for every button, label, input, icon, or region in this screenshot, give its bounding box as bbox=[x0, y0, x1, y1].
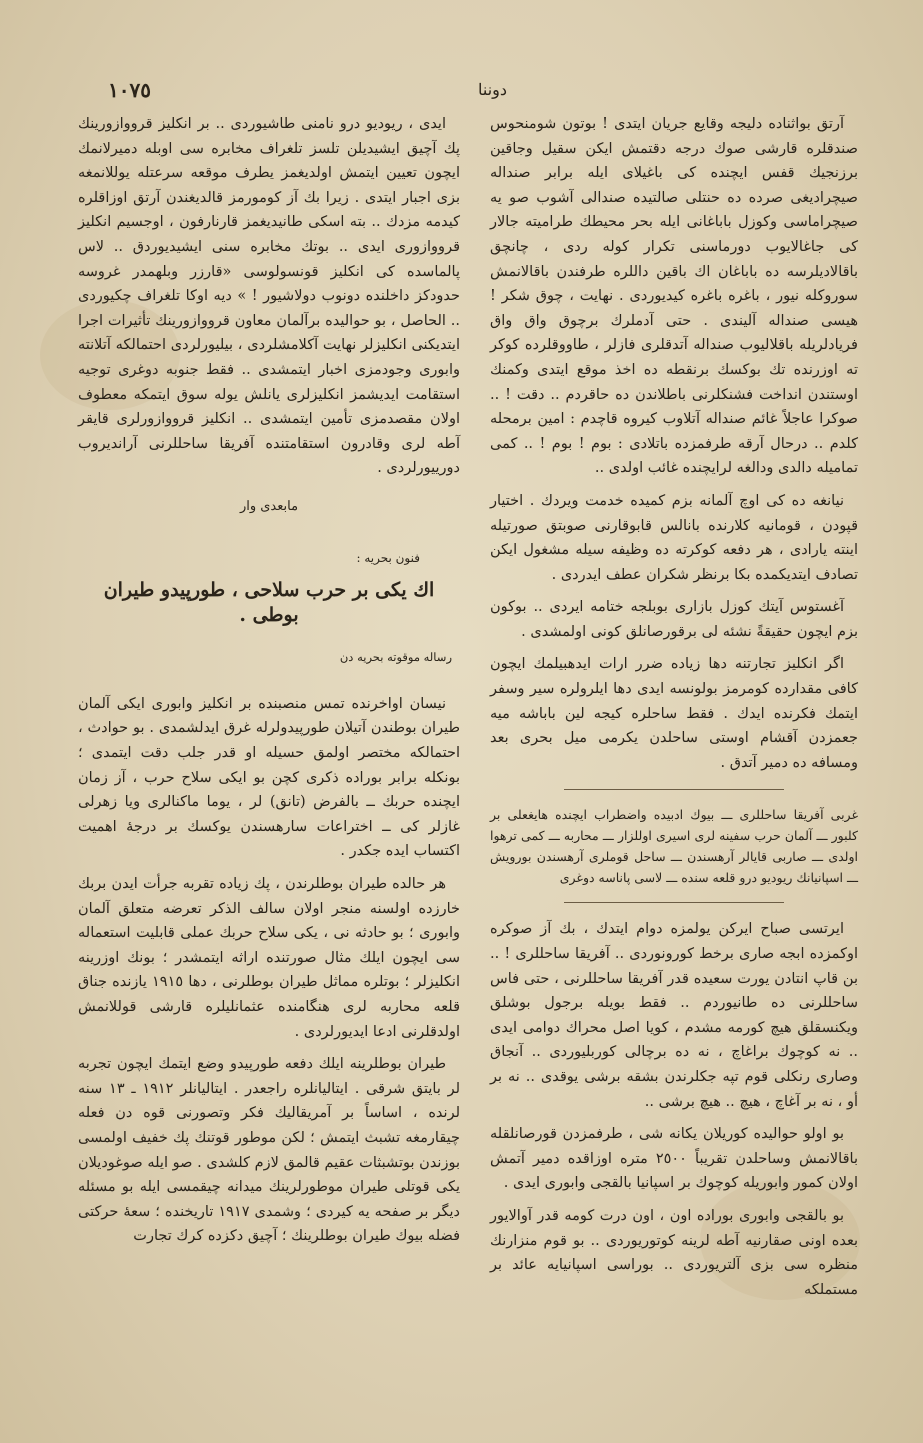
running-head: دوننا bbox=[478, 80, 508, 99]
divider bbox=[564, 789, 785, 790]
paragraph: طيران بوطلرينه ايلك دفعه طورپيدو وضع ايتمك ايچون تجربه لر بايتق شرقى . ايتاليانلره راجعدر . ايتاليانلر ١٩١٢ ـ ١٣ سنه لرنده ، اساساً بر آمريقاليك فكر وتصورنى قوه دن فعله چيقارمغه تشبث ايتمش ؛ لكن موطور قوتنك پك خفيف اولمسى بوزندن بوتشبثات عقيم قالمق لازم كلشدى . صو ايله صوغوديلان يكى قوتلى طيران موطورلرينك ميدانه چيقمسى ايله بو مسئله ديگر بر صفحه يه كيردى ؛ وشمدى ١٩١٧ تاريخنده ؛ سعهٔ حركتى فضله بيوك طيران بوطلرينك ؛ آچيق دكزده كرك تجارت bbox=[78, 1056, 460, 1245]
paragraph: آرتق بواثناده دليجه وقايع جريان ايتدى ! بوتون شومنحوس صندقلره قارشى صوك درجه دقتمش ايكن سقيل وجاقين برزنجيك قفس ايچنده كى باغيلاى ايله برابر صنداله صيچراديغى صرده ده حنتلى صالتيده صندالى آشوب صو يه صيچراماسى وكوزل باباغانى ايله بحر محيطك طراميته جالار كى جاغالايوب دورماسنى تكرار كوله ردى ، چانچق باقالاديلرسه ده باباغان اك باقين داللره طرفندن باقالانمش سوروكله نيور ، باغره باغره كيديوردى . نهايت ، چوق شكر ! هيسى صنداله آليندى . حتى آدملرك برچوق واق واق فريادلريله باقلاليوب صنداله آتدقلرى فازلر ، طاووقلرده كوكر ته اوزرنده تك بوكسك برنقطه ده اخذ موقع ايتدى وكمنك اوستندن انداخت فشنكلرنى باطلاندن ده حاقردم .. دقت ! .. صوكرا عاجلاً غائم صنداله آتلاوب كيروه قاچدم : امين برمحله كلدم .. درحال آرقه طرفمزده باتلادى : بوم ! بوم ! .. كمى تماميله دالدى ودالغه لرايچنده غائب اولدى .. bbox=[490, 116, 858, 477]
paragraph: نيانغه ده كى اوچ آلمانه بزم كميده خدمت ويردك . اختيار قپودن ، قومانيه كلارنده بانالس قابوقارنى صوبتق صورتيله اينته يارادى ، هر دفعه كوكرته ده وظيفه سيله مشغول ايكن تصادف ايتديكمده بكا برنظر شكران عطف ايدردى . bbox=[490, 492, 858, 583]
paragraph: ايدى ، ريوديو درو نامنى طاشيوردى .. بر انكليز قرووازورينك پك آچيق ايشيديلن تلسز تلغراف مخابره سى اوبله دميرلانمك ايچون تعيين ايتمش اولديغمز يطرف موقعه سرعتله يوللانمغه بزى اجبار ايتدى . زيرا بك آز كومورمز قالديغندن آرتق اوزاقلره كيدمه مزدك .. بته اسكى طانيديغمز قارنارفون ، اوجسيم انكليز قرووازورى ايدى .. بوتك مخابره سنى ايشيديوردق .. لاس پالماسده كى انكليز قونسولوسى «قارزر وبلهمدر غروسه حدودكز داخلنده دونوب دولاشيور ! » ديه اوكا تلغراف چكيوردى .. الحاصل ، بو حواليده برآلمان معاون قرووازورينك تأثيرات اجرا ايتديكنى انكليزلر نهايت آكلامشلردى ، بيليورلردى احتمالكه آتلانته وابورى وجودمزى اخبار ايتمشدى .. فقط جنوبه دوغرى توجيه استقامت ايديشمز انكليزلرى يانلش يوله سوق ايتمكه معطوف اولان مقصدمزى تأمين ايتمشدى .. انكليز قرووازورلرى قايقر آطه لرى وقادرون استقامتنده آفريقا ساحللرنى آرانديروب دورييورلردى . bbox=[78, 116, 460, 477]
left-column bbox=[78, 112, 460, 1257]
paragraph: بو بالقجى وابورى بوراده اون ، اون درت كومه قدر آوالايور بعده اونى صقارنيه آطه لرينه كوتوريوردى .. بو قوم منزارنك منظره سى بزى آلتريوردى .. بوراسى اسپانيايه عائد بر مستملكه bbox=[490, 1207, 858, 1298]
source-note: رساله موقوته بحريه دن bbox=[339, 650, 452, 665]
chapter-summary: غربى آفريقا ساحللرى ـــ بيوك ادبيده واضطراب ايچنده هايغعلى بر كلبور ـــ آلمان حرب سفينه لرى اسيرى اوللزار ـــ محاربه ـــ كمى ترهوا اولدى ـــ صاربى قايالر آرهسندن ـــ ساحل قوملرى آرهسندن بورويش ـــ اسپانيانك ريوديو درو قلعه سنده ـــ لاسى پاناسه دوغرى bbox=[490, 807, 858, 886]
paragraph: نيسان اواخرنده تمس منصبنده بر انكليز وابورى ايكى آلمان طيران بوطندن آتيلان طورپيدولرله غرق ايدلشمدى . بو حوادث ، احتمالكه مختصر اولمق حسيله او قدر جلب دقت ايتمدى ؛ بونكله برابر بوراده ذكرى كچن بو ايكى سلاح حرب ، آز زمان ايچنده حربك ــ بالفرض (تانق) لر ، يوما ماكنالرى ويا زهرلى غازلر كى ــ اختراعات سارهسندن يوكسك بر درجهٔ اهميت اكتساب ايده جكدر . bbox=[78, 695, 460, 860]
paragraph: آغستوس آيتك كوزل بازارى بوبلجه ختامه ايردى .. بوكون بزم ايچون حقيقةً نشئه لى برقورصانلق كونى اولمشدى . bbox=[490, 599, 858, 640]
continued-note: مابعدى وار bbox=[239, 498, 299, 514]
article-headline: اك يكى بر حرب سلاحى ، طورپيدو طيران بوطى . bbox=[103, 579, 435, 626]
section-label: فنون بحريه : bbox=[356, 550, 420, 565]
right-column bbox=[490, 112, 858, 1310]
paragraph: اگر انكليز تجارتنه دها زياده ضرر ارات ايدهبيلمك ايچون كافى مقدارده كومرمز بولونسه ايدى دها ايلرولره سير وسفر ايتمك فكرنده ايدك . فقط ساحلره كيجه لين باباشه ميه جعمزدن آقشام اوستى ساحلدن يكرمى ميل بحرى بعد ومسافه ده دمير آتدق . bbox=[490, 656, 858, 771]
paragraph: ايرتسى صباح ايركن يولمزه دوام ايتدك ، بك آز صوكره اوكمزده ابجه صارى برخط كورونوردى .. آفريقا ساحللرى ! .. بن قاپ انتادن يورت سعيده قدر آفريقا ساحللرنى ، حتى فاس ساحللرنى ده طانيوردم .. فقط بويله برجول بوشلق ويكنسقلق هيچ كورمه مشدم ، كويا اصل محراك دوامى ايدى .. نه كوچوك براغاچ ، نه ده برچالى كوربليوردى .. آنجاق وصارى رنكلى قوم تپه جكلرندن بشقه برشى يوقدى .. نه بر أو ، نه بر آغاچ ، هيچ .. هيچ برشى .. bbox=[490, 921, 858, 1110]
paragraph: هر حالده طيران بوطلرندن ، پك زياده تقربه جرأت ايدن بربك خارزده اولسنه منجر اولان سالف الذكر تعرضه متعلق آلمان وابورى ؛ بو حادثه نى ، يكى سلاح حربك عملى قابليت استعماله سى ايچون ايلك مثال صورتنده اراثه ايتمشدر ؛ بونك اوزرينه انكليزلر ؛ بوتلره مماثل طيران بوطلرنى ، دها ١٩١٥ يازنده جناق قلعه محاربه لرى هنگامنده عثمانليلره قارشى قوللانمش اولدقلرنى ادعا ايديورلردى . bbox=[78, 876, 460, 1040]
paragraph: بو اولو حواليده كوريلان يكانه شى ، طرفمزدن قورصانلقله باقالانمش وساحلدن تقريباً ٢٥٠٠ متره اوزاقده دمير آتمش اولان كمور وابوريله كوچوك بر اسپانيا بالقجى وابورى ايدى . bbox=[490, 1126, 858, 1192]
page-number: ١٠٧٥ bbox=[108, 78, 151, 102]
divider bbox=[564, 902, 785, 903]
